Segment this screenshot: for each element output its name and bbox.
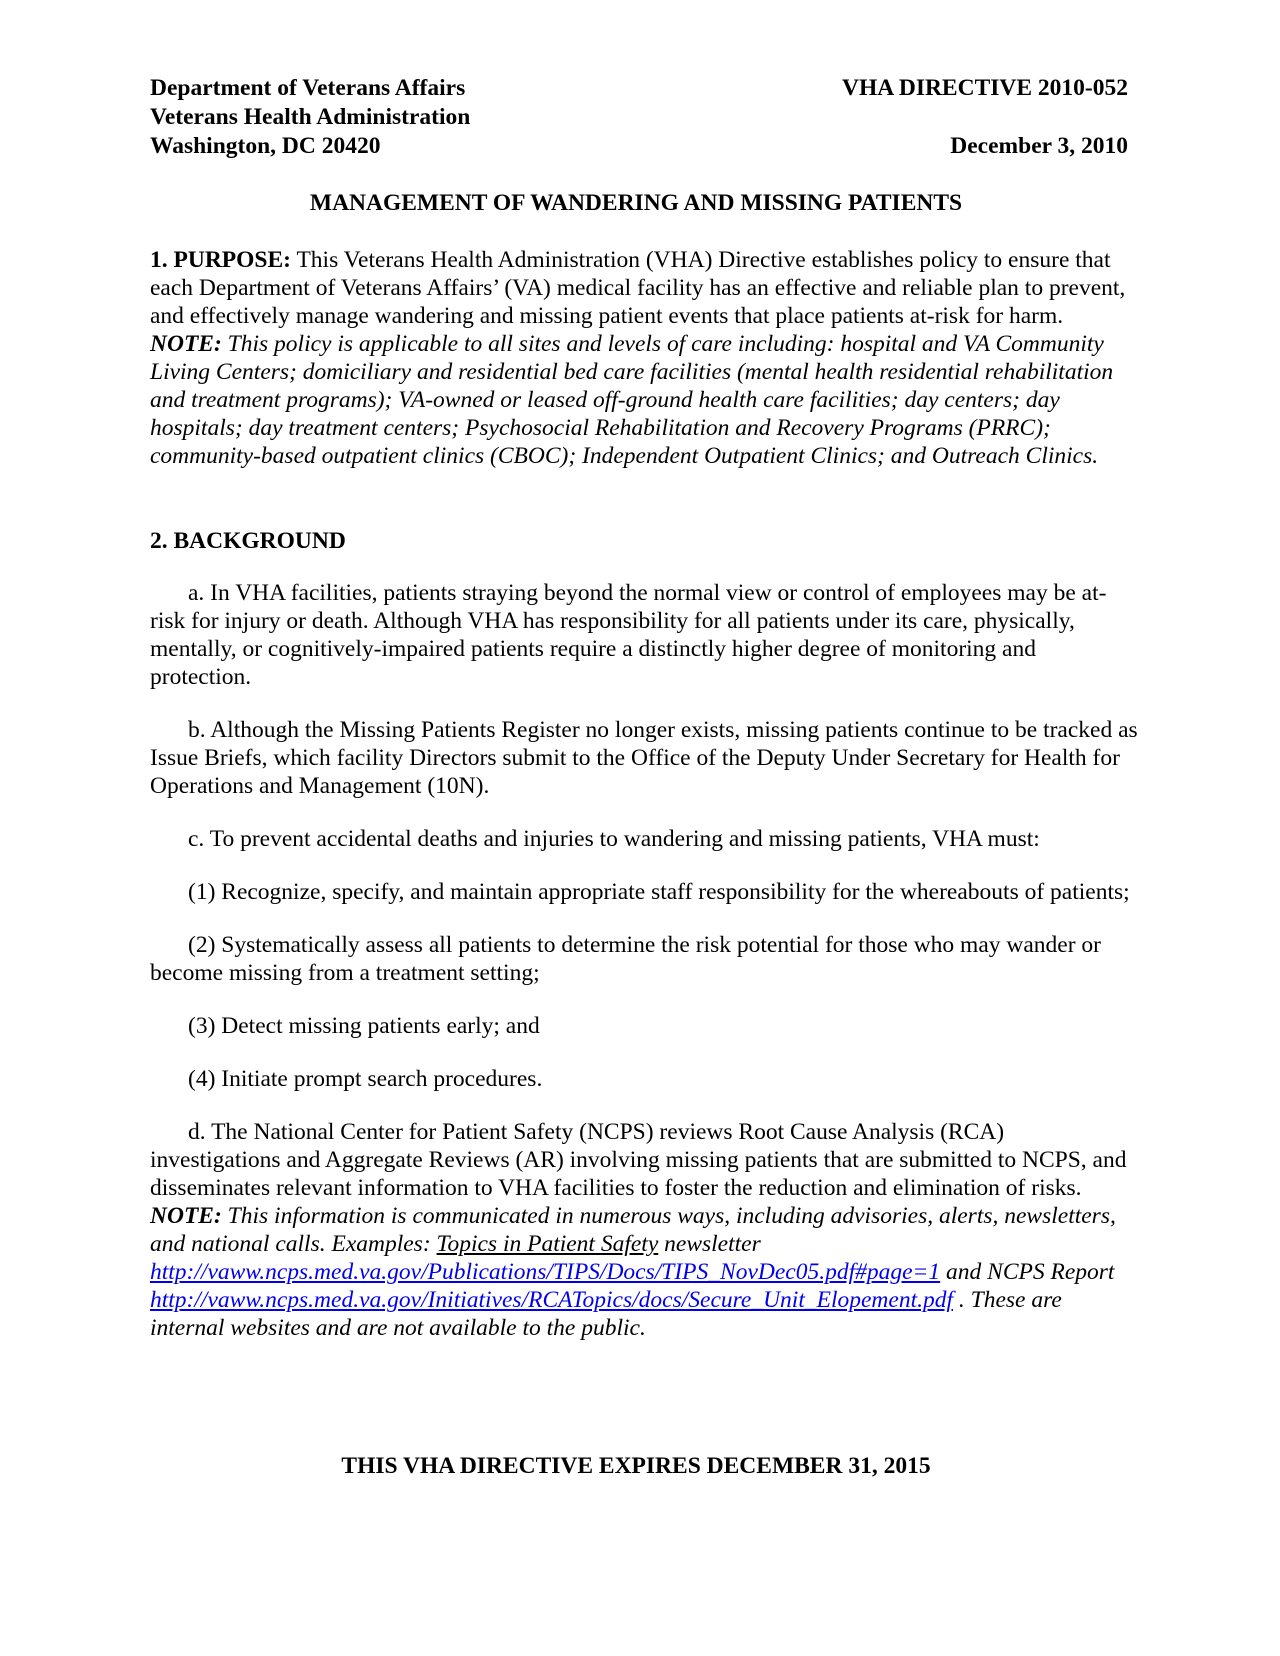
background-para-b: b. Although the Missing Patients Register no longer exists, missing patients continue to be tracked as Issue Briefs, which facility Directors submit to the Office of the Deputy Under Secretary for Health for Operations and Management (10N). — [150, 717, 1138, 799]
publication-title: Topics in Patient Safety — [436, 1231, 659, 1257]
purpose-text: This Veterans Health Administration (VHA) Directive establishes policy to ensure that each Department of Veterans Affairs’ (VA) medical facility has an effective and reliable plan to prevent, and effectively manage wandering and missing patient events that place patients at-risk for harm. — [150, 247, 1126, 329]
header-admin: Veterans Health Administration — [150, 104, 471, 130]
background-item-3: (3) Detect missing patients early; and — [188, 1013, 540, 1039]
purpose-section — [150, 246, 1140, 470]
purpose-note-text: This policy is applicable to all sites and levels of care including: hospital and VA Community Living Centers; domiciliary and residential bed care facilities (mental health residential rehabilitation and treatment programs); VA-owned or leased off-ground health care facilities; day centers; day hospitals; day treatment centers; Psychosocial Rehabilitation and Recovery Programs (PRRC); community-based outpatient clinics (CBOC); Independent Outpatient Clinics; and Outreach Clinics. — [150, 331, 1114, 469]
background-item-4: (4) Initiate prompt search procedures. — [188, 1066, 543, 1092]
background-item-1: (1) Recognize, specify, and maintain appropriate staff responsibility for the whereabouts of patients; — [188, 879, 1130, 905]
para-d-note-text: This information is communicated in numerous ways, including advisories, alerts, newsletters, and national calls. Examples: — [150, 1203, 1116, 1257]
background-para-d — [150, 1118, 1140, 1342]
background-heading: 2. BACKGROUND — [150, 528, 346, 554]
purpose-heading: 1. PURPOSE: — [150, 247, 291, 273]
expiration-notice: THIS VHA DIRECTIVE EXPIRES DECEMBER 31, 2015 — [341, 1453, 931, 1479]
header-city: Washington, DC 20420 — [150, 133, 381, 159]
para-d-note-label: NOTE: — [150, 1203, 222, 1229]
ncps-report-link[interactable]: http://vaww.ncps.med.va.gov/Initiatives/RCATopics/docs/Secure_Unit_Elopement.pdf — [150, 1287, 954, 1313]
background-section — [150, 527, 1140, 1342]
purpose-paragraph — [150, 246, 1140, 470]
para-d-between: and NCPS Report — [940, 1259, 1115, 1285]
para-d-newsletter: newsletter — [658, 1231, 761, 1257]
para-d-end: . These are internal websites and are not available to the public. — [150, 1287, 1062, 1341]
directive-date: December 3, 2010 — [950, 133, 1128, 159]
directive-number: VHA DIRECTIVE 2010-052 — [842, 75, 1128, 101]
tips-newsletter-link[interactable]: http://vaww.ncps.med.va.gov/Publications/TIPS/Docs/TIPS_NovDec05.pdf#page=1 — [150, 1259, 941, 1285]
purpose-note-label: NOTE: — [150, 331, 222, 357]
background-item-2: (2) Systematically assess all patients to determine the risk potential for those who may wander or become missing from a treatment setting; — [150, 932, 1102, 986]
background-para-a: a. In VHA facilities, patients straying beyond the normal view or control of employees may be at-risk for injury or death. Although VHA has responsibility for all patients under its care, physically, mentally, or cognitively-impaired patients require a distinctly higher degree of monitoring and protection. — [150, 580, 1107, 690]
document-title: MANAGEMENT OF WANDERING AND MISSING PATIENTS — [309, 190, 963, 216]
para-d-text: d. The National Center for Patient Safety (NCPS) reviews Root Cause Analysis (RCA) investigations and Aggregate Reviews (AR) involving missing patients that are submitted to NCPS, and disseminates relevant information to VHA facilities to foster the reduction and elimination of risks. — [150, 1119, 1127, 1201]
background-para-c: c. To prevent accidental deaths and injuries to wandering and missing patients, VHA must: — [188, 826, 1040, 852]
header-dept: Department of Veterans Affairs — [150, 75, 466, 101]
